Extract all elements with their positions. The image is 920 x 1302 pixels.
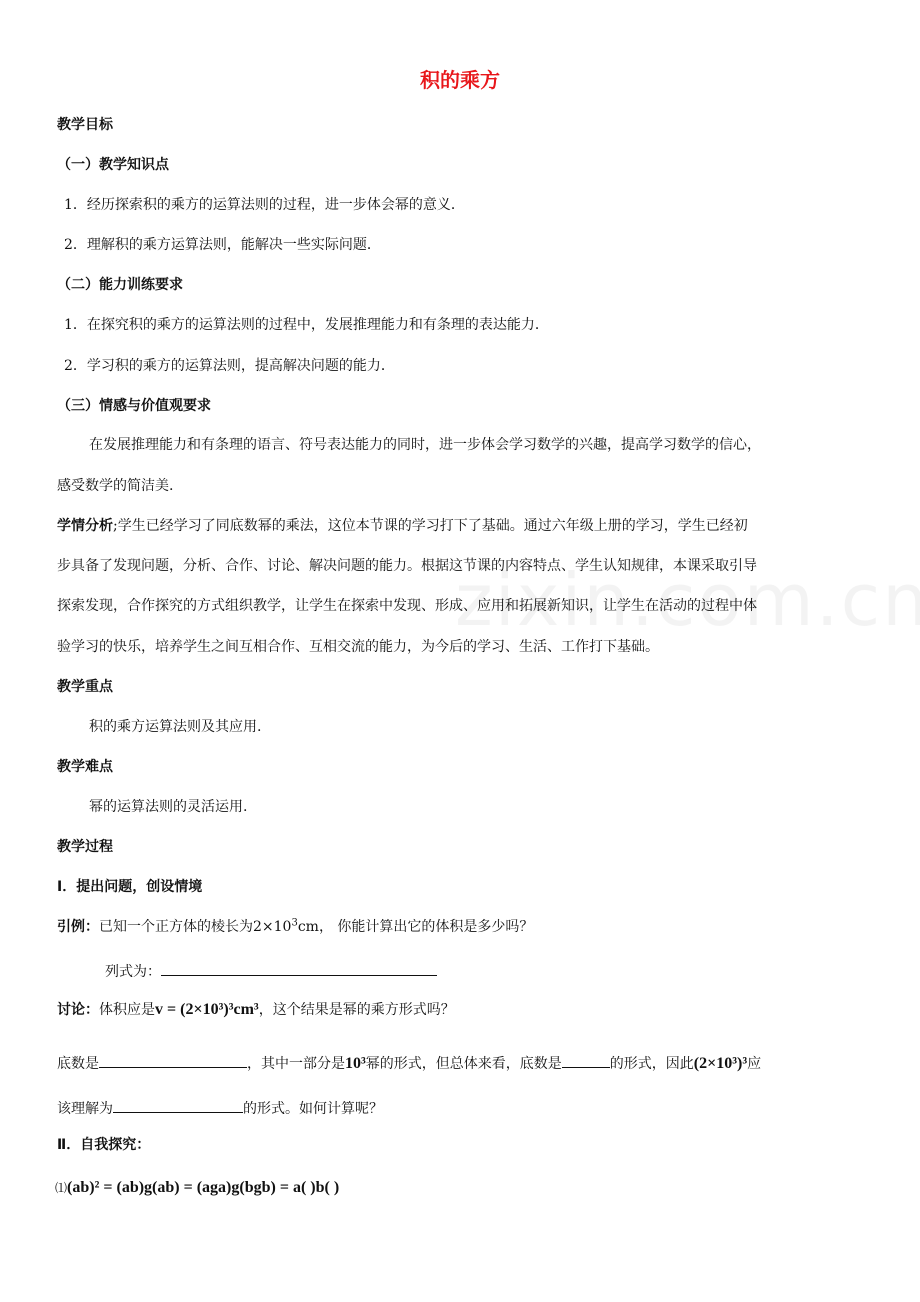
analysis-text-1: ;学生已经学习了同底数幂的乘法，这位本节课的学习打下了基础。通过六年级上册的学习，学生已经初 (113, 518, 748, 534)
base-text-d: 的形式，因此 (609, 1056, 694, 1072)
understand-blank[interactable] (113, 1098, 243, 1113)
difficulty-heading: 教学难点 (57, 759, 113, 775)
part1-heading: Ⅰ．提出问题，创设情境 (57, 879, 203, 895)
example-line (57, 917, 534, 935)
ability-heading: （二）能力训练要求 (57, 277, 183, 293)
part2-heading: Ⅱ．自我探究： (57, 1137, 151, 1153)
key-point-text: 积的乘方运算法则及其应用. (89, 719, 262, 735)
base-text-e: 应 (747, 1056, 762, 1072)
discuss-formula: v = (2×10³)³cm³ (155, 1001, 259, 1018)
key-point-heading: 教学重点 (57, 679, 113, 695)
discuss-line (57, 1002, 455, 1018)
difficulty-text: 幂的运算法则的灵活运用. (89, 799, 248, 815)
item1-line (55, 1180, 339, 1196)
formula-line (105, 961, 437, 979)
objectives-heading: 教学目标 (57, 117, 113, 133)
base-line (57, 1053, 761, 1072)
base-text-b: ，其中一部分是 (247, 1056, 345, 1072)
base-text-a: 底数是 (57, 1056, 99, 1072)
emotion-line-1: 在发展推理能力和有条理的语言、符号表达能力的同时，进一步体会学习数学的兴趣，提高学习数学的信心， (89, 437, 761, 453)
analysis-line-4: 验学习的快乐，培养学生之间互相合作、互相交流的能力，为今后的学习、生活、工作打下基础。 (57, 639, 659, 655)
analysis-line-2: 步具备了发现问题，分析、合作、讨论、解决问题的能力。根据这节课的内容特点、学生认知规律，本课采取引导 (57, 558, 757, 574)
analysis-line-1 (57, 519, 748, 533)
discuss-text-b: ，这个结果是幂的乘方形式吗？ (258, 1002, 455, 1018)
understand-line (57, 1098, 383, 1116)
watermark (455, 558, 920, 642)
formula-label: 列式为： (105, 964, 161, 980)
base-power: 10³ (345, 1055, 366, 1072)
knowledge-item-1: 1．经历探索积的乘方的运算法则的过程，进一步体会幂的意义． (64, 197, 465, 213)
discuss-label: 讨论： (57, 1002, 99, 1018)
example-text-a: 已知一个正方体的棱长为2×10 (99, 919, 292, 935)
knowledge-item-2: 2．理解积的乘方运算法则，能解决一些实际问题． (64, 237, 381, 253)
emotion-heading: （三）情感与价值观要求 (57, 398, 211, 414)
knowledge-heading: （一）教学知识点 (57, 157, 169, 173)
discuss-text-a: 体积应是 (99, 1002, 155, 1018)
item1-label: ⑴ (55, 1181, 68, 1195)
base-text-c: 幂的形式，但总体来看，底数是 (365, 1056, 562, 1072)
understand-text-a: 该理解为 (57, 1101, 113, 1117)
base-blank-1[interactable] (99, 1053, 247, 1068)
analysis-line-3: 探索发现，合作探究的方式组织教学，让学生在探索中发现、形成、应用和拓展新知识，让学生在活动的过程中体 (57, 598, 757, 614)
example-sup: 3 (291, 917, 298, 929)
base-blank-2[interactable] (562, 1053, 610, 1068)
ability-item-2: 2．学习积的乘方的运算法则，提高解决问题的能力． (64, 358, 395, 374)
example-text-b: cm， 你能计算出它的体积是多少吗？ (297, 919, 534, 935)
process-heading: 教学过程 (57, 839, 113, 855)
ability-item-1: 1．在探究积的乘方的运算法则的过程中，发展推理能力和有条理的表达能力． (64, 317, 549, 333)
formula-blank[interactable] (161, 961, 437, 976)
item1-formula: (ab)² = (ab)g(ab) = (aga)g(bgb) = a( )b( ) (67, 1179, 340, 1196)
understand-text-b: 的形式。如何计算呢？ (243, 1101, 383, 1117)
emotion-line-2: 感受数学的简洁美. (57, 478, 174, 494)
document-title: 积的乘方 (420, 68, 500, 92)
base-expression: (2×10³)³ (693, 1055, 748, 1072)
example-label: 引例： (57, 919, 99, 935)
analysis-label: 学情分析 (57, 518, 113, 534)
